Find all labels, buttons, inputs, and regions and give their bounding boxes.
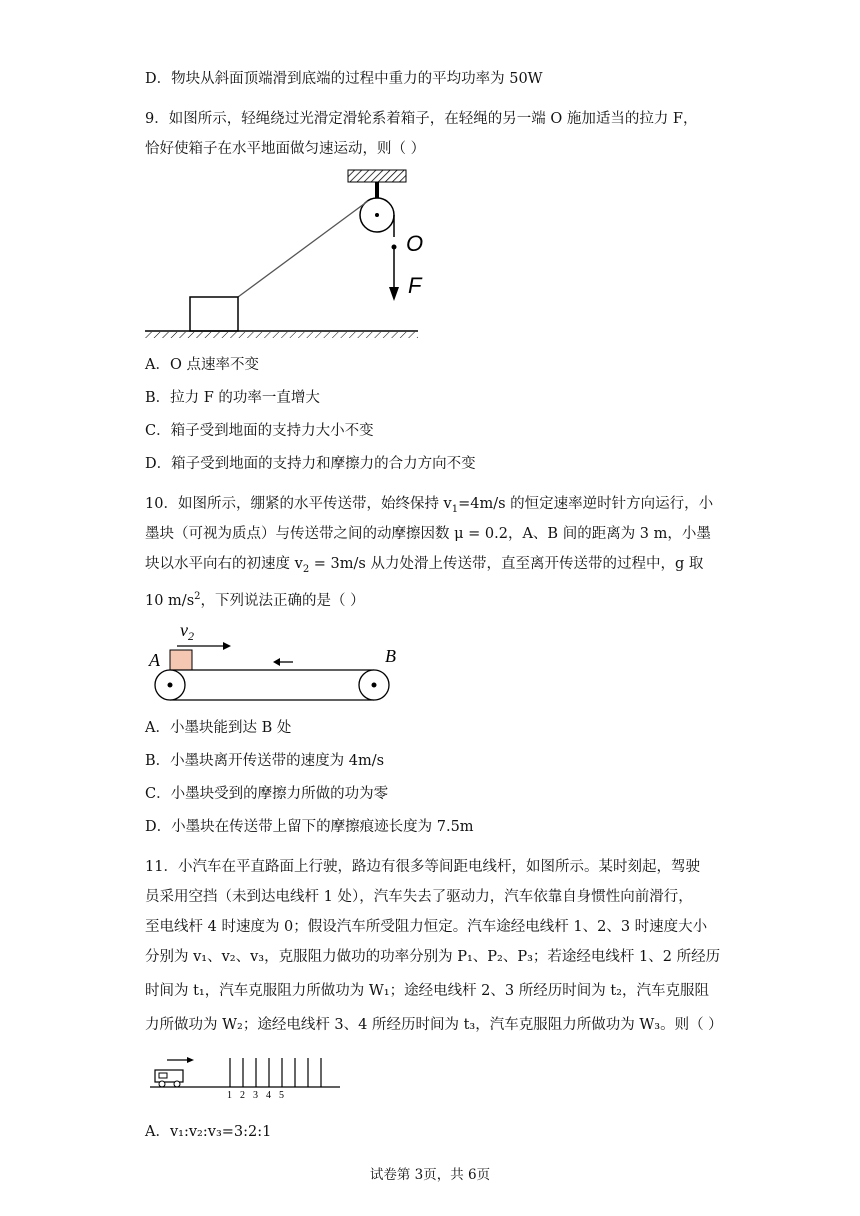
q9-option-c: C．箱子受到地面的支持力大小不变	[145, 423, 374, 439]
q9-label-f: F	[408, 273, 422, 298]
q9-option-d: D．箱子受到地面的支持力和摩擦力的合力方向不变	[145, 456, 476, 472]
q10-stem-line4: 10 $m/s^2$，下列说法正确的是（ ）	[145, 591, 365, 609]
q10-stem-line3: 块以水平向右的初速度 $v_2 = 3m/s$ 从力处滑上传送带，直至离开传送带的过程中，g 取	[145, 556, 704, 575]
q11-stem-line4: 分别为 v₁、v₂、v₃，克服阻力做功的功率分别为 P₁、P₂、P₃；若途经电线杆 1、2 所经历	[145, 949, 721, 965]
q10-option-d: D．小墨块在传送带上留下的摩擦痕迹长度为 7.5m	[145, 819, 474, 835]
q9-stem-line2: 恰好使箱子在水平地面做匀速运动，则（ ）	[145, 141, 426, 157]
q11-stem-line6: 力所做功为 W₂；途经电线杆 3、4 所经历时间为 t₃，汽车克服阻力所做功为 W₃。则（ ）	[145, 1017, 723, 1033]
q9-label-o: O	[406, 231, 424, 256]
q8-option-d: D．物块从斜面顶端滑到底端的过程中重力的平均功率为 50W	[145, 71, 543, 87]
q11-stem-line3: 至电线杆 4 时速度为 0；假设汽车所受阻力恒定。汽车途经电线杆 1、2、3 时速度大小	[145, 919, 708, 935]
q10-conveyor-figure	[145, 620, 405, 710]
q11-stem-line5: 时间为 t₁，汽车克服阻力所做功为 W₁；途经电线杆 2、3 所经历时间为 t₂，汽车克服阻	[145, 983, 709, 999]
q9-option-a: A．O 点速率不变	[145, 357, 259, 373]
q10-option-c: C．小墨块受到的摩擦力所做的功为零	[145, 786, 389, 802]
q11-pole-label-1: 1	[227, 1090, 232, 1098]
q10-label-v2: $v_2$	[180, 620, 194, 643]
q11-stem-line2: 员采用空挡（未到达电线杆 1 处），汽车失去了驱动力，汽车依靠自身惯性向前滑行，	[145, 889, 693, 905]
q11-option-a: A．v₁:v₂:v₃=3:2:1	[145, 1124, 272, 1140]
q10-label-b: B	[385, 646, 396, 666]
q10-label-a: A	[149, 650, 160, 670]
q10-stem-line2: 墨块（可视为质点）与传送带之间的动摩擦因数 μ = 0.2，A、B 间的距离为 3 m，小墨	[145, 526, 711, 542]
q9-stem-line1: 9．如图所示，轻绳绕过光滑定滑轮系着箱子，在轻绳的另一端 O 施加适当的拉力 F，	[145, 111, 698, 127]
q11-pole-label-4: 4	[266, 1090, 271, 1098]
q9-pulley-figure	[140, 165, 430, 345]
page-footer: 试卷第 3页，共 6页	[369, 1167, 491, 1183]
q11-pole-label-5: 5	[279, 1090, 284, 1098]
q10-stem-line1: 10．如图所示，绷紧的水平传送带，始终保持 $v_1=4m/s$ 的恒定速率逆时针方向运行，小	[145, 496, 714, 515]
q11-car-poles-figure	[145, 1052, 345, 1098]
q11-pole-label-2: 2	[240, 1090, 245, 1098]
q10-option-a: A．小墨块能到达 B 处	[145, 720, 292, 736]
q10-option-b: B．小墨块离开传送带的速度为 4m/s	[145, 753, 385, 769]
q11-pole-label-3: 3	[253, 1090, 258, 1098]
q9-option-b: B．拉力 F 的功率一直增大	[145, 390, 320, 406]
q11-stem-line1: 11．小汽车在平直路面上行驶，路边有很多等间距电线杆，如图所示。某时刻起，驾驶	[145, 859, 700, 875]
